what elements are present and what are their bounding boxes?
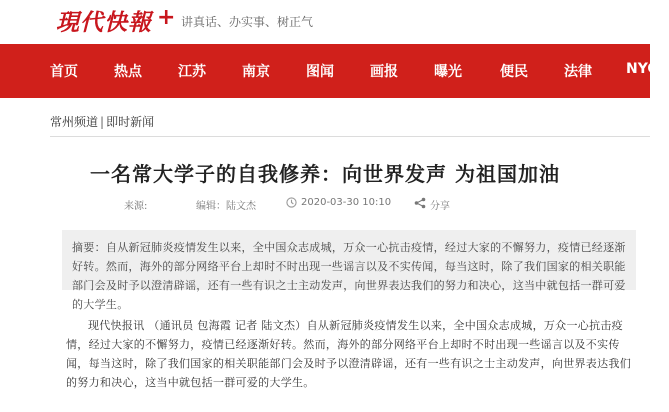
article-source: 来源: [124, 201, 148, 212]
share-icon[interactable] [414, 197, 426, 209]
nav-item-nanjing[interactable]: 南京 [242, 64, 270, 80]
logo-plus-mark: + [157, 5, 176, 30]
nav-item-nyc[interactable]: NYC+ [626, 61, 669, 77]
article-datetime: 2020-03-30 10:10 [301, 197, 392, 208]
article-editor: 编辑：陆文杰 [196, 201, 256, 212]
nav-item-pictorial[interactable]: 画报 [370, 64, 398, 80]
nav-item-jiangsu[interactable]: 江苏 [178, 64, 206, 80]
nav-item-convenience[interactable]: 便民 [500, 64, 528, 80]
nav-item-law[interactable]: 法律 [564, 64, 592, 80]
breadcrumb-divider [50, 136, 650, 137]
site-logo[interactable]: 現代快報 [56, 9, 152, 36]
article-abstract: 摘要：自从新冠肺炎疫情发生以来，全中国众志成城，万众一心抗击疫情，经过大家的不懈努力，疫情已经逐渐好转。然而，海外的部分网络平台上却时不时出现一些谣言以及不实传闻，每当这时，除了我们国家的相关职能部门会及时予以澄清辟谣，还有一些有识之士主动发声，向世界表达我们的努力和决心，这当中就包括一群可爱的大学生。 [62, 230, 636, 290]
breadcrumb-separator: | [100, 115, 105, 129]
nav-item-hot[interactable]: 热点 [114, 64, 142, 80]
nav-item-home[interactable]: 首页 [50, 64, 78, 80]
nav-item-picture-news[interactable]: 图闻 [306, 64, 334, 80]
site-slogan: 讲真话、办实事、树正气 [181, 15, 314, 29]
article-datetime-wrap [286, 197, 391, 208]
breadcrumb-section[interactable]: 即时新闻 [106, 115, 155, 129]
share-label[interactable]: 分享 [430, 201, 450, 212]
top-header [0, 0, 650, 44]
article-title: 一名常大学子的自我修养：向世界发声 为祖国加油 [90, 162, 560, 186]
article-body: 现代快报讯 （通讯员 包海霞 记者 陆文杰）自从新冠肺炎疫情发生以来，全中国众志成城，万众一心抗击疫情，经过大家的不懈努力，疫情已经逐渐好转。然而，海外的部分网络平台上却时不时出现一些谣言以及不实传闻，每当这时，除了我们国家的相关职能部门会及时予以澄清辟谣，还有一些有识之士主动发声，向世界表达我们的努力和决心，这当中就包括一群可爱的大学生。 [66, 319, 631, 389]
clock-icon [286, 197, 297, 208]
breadcrumb-channel[interactable]: 常州频道 [50, 115, 99, 129]
main-nav [0, 44, 669, 98]
nav-item-exposure[interactable]: 曝光 [434, 64, 462, 80]
breadcrumb [50, 113, 154, 130]
